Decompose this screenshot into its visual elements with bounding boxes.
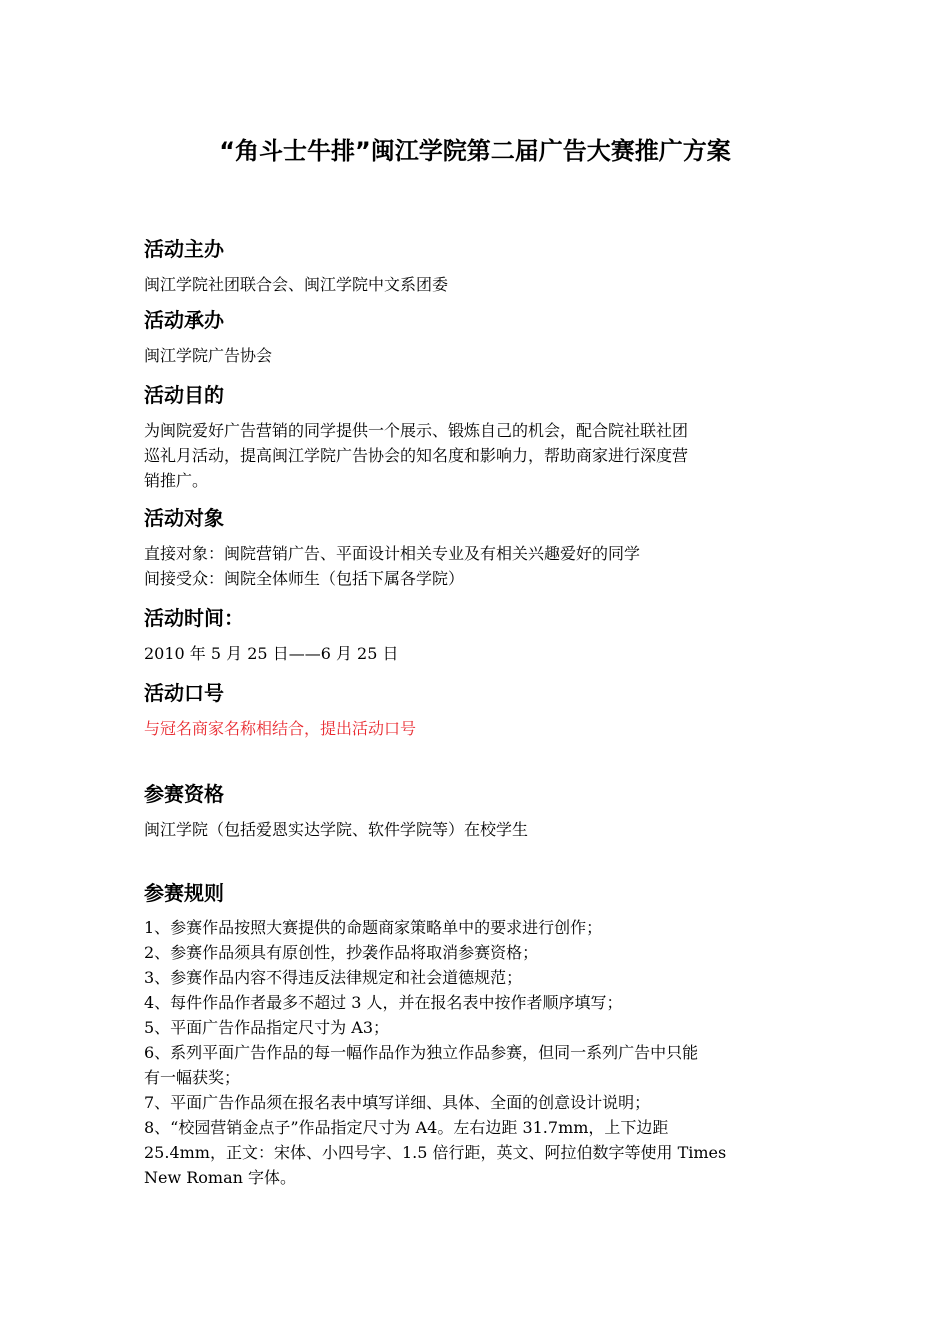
section-heading-organizer: 活动主办	[144, 237, 224, 261]
audience-line-direct: 直接对象：闽院营销广告、平面设计相关专业及有相关兴趣爱好的同学	[144, 544, 641, 563]
purpose-text	[144, 418, 808, 493]
section-heading-rules: 参赛规则	[144, 881, 224, 905]
purpose-line: 巡礼月活动，提高闽江学院广告协会的知名度和影响力，帮助商家进行深度营	[144, 446, 689, 465]
time-text: 2010 年 5 月 25 日——6 月 25 日	[144, 644, 399, 663]
section-heading-slogan: 活动口号	[144, 681, 224, 705]
executor-text: 闽江学院广告协会	[144, 346, 273, 365]
rule-item-continuation: 25.4mm，正文：宋体、小四号字、1.5 倍行距，英文、阿拉伯数字等使用 Times	[144, 1143, 727, 1162]
eligibility-text: 闽江学院（包括爱恩实达学院、软件学院等）在校学生	[144, 820, 529, 839]
document-title: “角斗士牛排”闽江学院第二届广告大赛推广方案	[219, 137, 731, 165]
audience-line-indirect: 间接受众：闽院全体师生（包括下属各学院）	[144, 569, 465, 588]
rule-item: 8、“校园营销金点子”作品指定尺寸为 A4。左右边距 31.7mm，上下边距	[144, 1118, 669, 1137]
rule-item: 4、每件作品作者最多不超过 3 人，并在报名表中按作者顺序填写；	[144, 993, 623, 1012]
rule-item: 2、参赛作品须具有原创性，抄袭作品将取消参赛资格；	[144, 943, 539, 962]
rule-item: 3、参赛作品内容不得违反法律规定和社会道德规范；	[144, 968, 523, 987]
section-heading-purpose: 活动目的	[144, 383, 224, 407]
purpose-line: 销推广。	[144, 471, 209, 490]
audience-text	[144, 541, 808, 591]
rule-item: 1、参赛作品按照大赛提供的命题商家策略单中的要求进行创作；	[144, 918, 603, 937]
rule-item: 7、平面广告作品须在报名表中填写详细、具体、全面的创意设计说明；	[144, 1093, 651, 1112]
organizer-text: 闽江学院社团联合会、闽江学院中文系团委	[144, 275, 449, 294]
rule-item-continuation: New Roman 字体。	[144, 1168, 297, 1187]
purpose-line: 为闽院爱好广告营销的同学提供一个展示、锻炼自己的机会，配合院社联社团	[144, 421, 689, 440]
rule-item: 6、系列平面广告作品的每一幅作品作为独立作品参赛，但同一系列广告中只能	[144, 1043, 699, 1062]
rules-list	[144, 915, 808, 1190]
section-heading-eligibility: 参赛资格	[144, 782, 224, 806]
slogan-text: 与冠名商家名称相结合，提出活动口号	[144, 719, 417, 738]
rule-item-continuation: 有一幅获奖；	[144, 1068, 241, 1087]
document-body	[144, 234, 808, 1190]
rule-item: 5、平面广告作品指定尺寸为 A3；	[144, 1018, 390, 1037]
section-heading-time: 活动时间：	[144, 606, 244, 630]
section-heading-executor: 活动承办	[144, 308, 224, 332]
section-heading-audience: 活动对象	[144, 506, 224, 530]
